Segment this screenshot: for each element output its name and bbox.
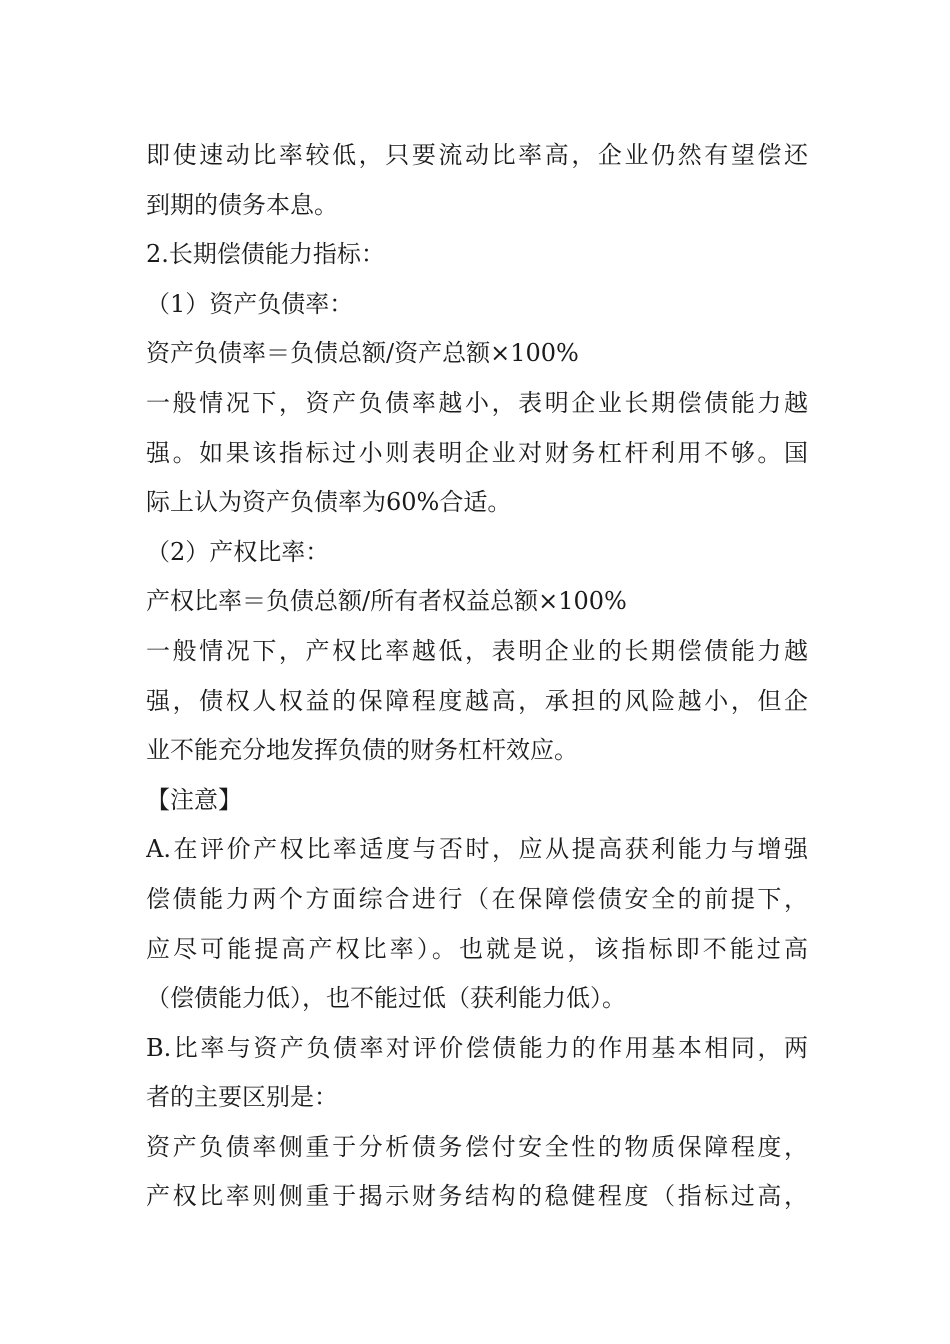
text-line: B.比率与资产负债率对评价偿债能力的作用基本相同，两 <box>146 1033 808 1062</box>
text-line: （偿债能力低），也不能过低（获利能力低）。 <box>146 984 626 1013</box>
text-line: 强。如果该指标过小则表明企业对财务杠杆利用不够。国 <box>146 438 808 467</box>
section-heading: 2.长期偿债能力指标： <box>146 240 385 269</box>
text-line: 应尽可能提高产权比率）。也就是说，该指标即不能过高 <box>146 934 808 963</box>
formula-line: 资产负债率＝负债总额/资产总额×100% <box>146 339 579 368</box>
text-line: 即使速动比率较低，只要流动比率高，企业仍然有望偿还 <box>146 141 808 169</box>
text-line: 一般情况下，资产负债率越小，表明企业长期偿债能力越 <box>146 388 808 417</box>
text-line: 一般情况下，产权比率越低，表明企业的长期偿债能力越 <box>146 636 808 665</box>
subsection-heading: （1）资产负债率： <box>146 289 354 318</box>
text-line: 强，债权人权益的保障程度越高，承担的风险越小，但企 <box>146 686 808 715</box>
text-line: 资产负债率侧重于分析债务偿付安全性的物质保障程度， <box>146 1132 808 1161</box>
text-line: 者的主要区别是： <box>146 1083 338 1112</box>
body-text <box>146 131 808 1222</box>
subsection-heading: （2）产权比率： <box>146 537 330 566</box>
text-line: 业不能充分地发挥负债的财务杠杆效应。 <box>146 736 578 765</box>
formula-line: 产权比率＝负债总额/所有者权益总额×100% <box>146 587 627 616</box>
text-line: 到期的债务本息。 <box>146 190 338 219</box>
text-line: 产权比率则侧重于揭示财务结构的稳健程度（指标过高， <box>146 1182 808 1211</box>
text-line: 偿债能力两个方面综合进行（在保障偿债安全的前提下， <box>146 884 808 913</box>
text-line: 际上认为资产负债率为60%合适。 <box>146 488 512 517</box>
note-heading: 【注意】 <box>146 785 242 814</box>
text-line: A.在评价产权比率适度与否时，应从提高获利能力与增强 <box>146 835 808 864</box>
